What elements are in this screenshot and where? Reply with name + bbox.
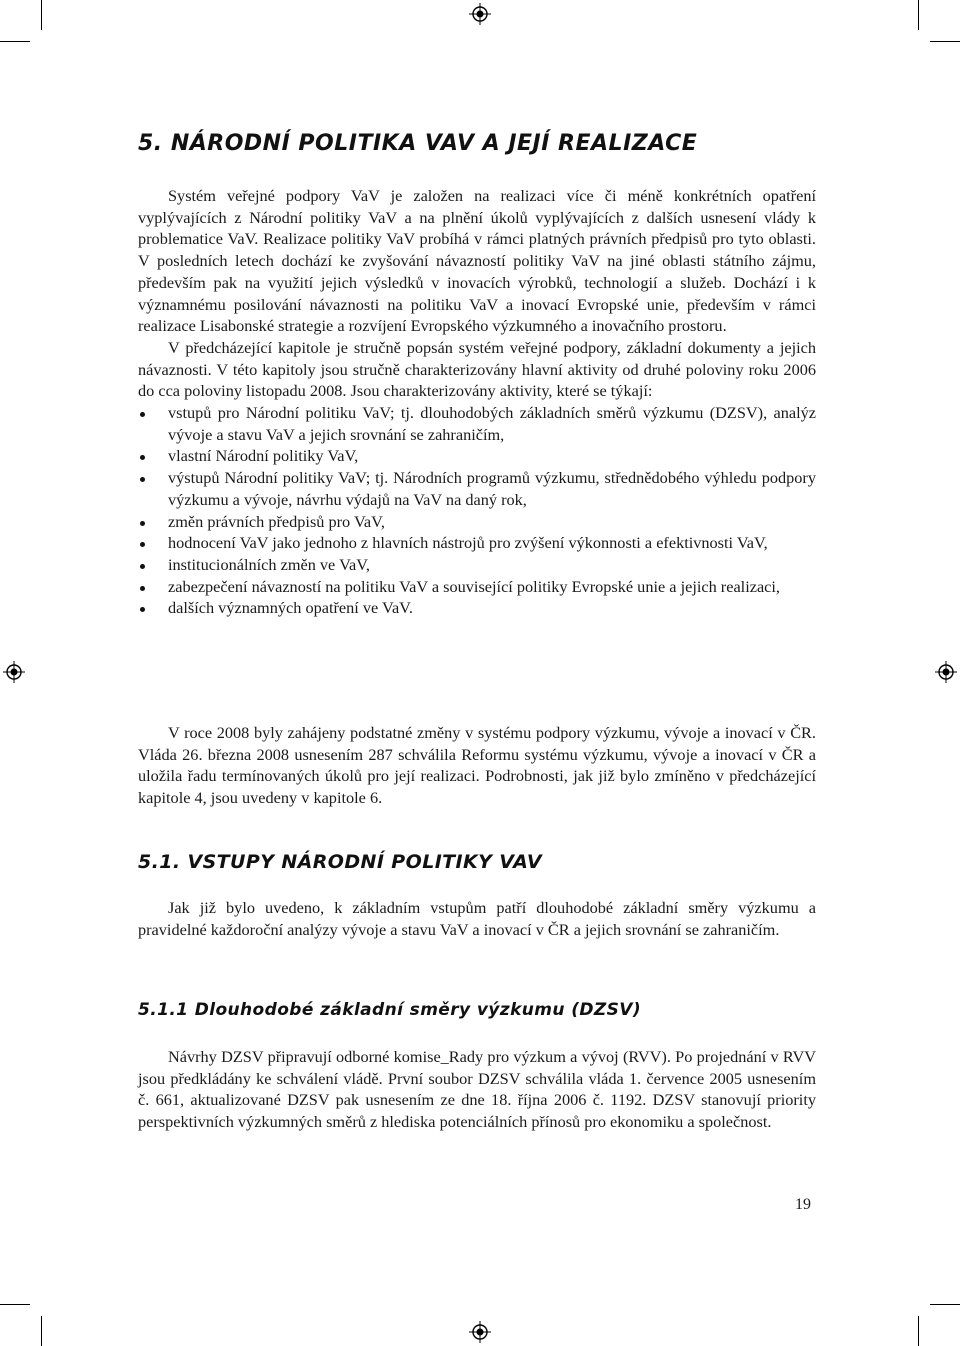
section-5-1-text: Jak již bylo uvedeno, k základním vstupům patří dlouhodobé základní směry výzkumu a pravidelné každoroční analýzy vývoje a stavu VaV a inovací v ČR a jejich srovnání se zahraničím. bbox=[138, 898, 816, 939]
list-item: výstupů Národní politiky VaV; tj. Národních programů výzkumu, střednědobého výhledu podpory výzkumu a vývoje, návrhu výdajů na VaV na daný rok, bbox=[138, 467, 816, 510]
crop-mark-bottom-left-h bbox=[0, 1304, 30, 1305]
crop-mark-bottom-right-h bbox=[930, 1304, 960, 1305]
section-5-1-1-text: Návrhy DZSV připravují odborné komise_Rady pro výzkum a vývoj (RVV). Po projednání v RVV jsou předkládány ke schválení vládě. První soubor DZSV schválila vláda 1. července 2005 usnesením č. 661, aktualizované DZSV pak usnesením ze dne 18. října 2006 č. 1192. DZSV stanovují priority perspektivních výzkumných směrů z hlediska potenciálních přínosů pro ekonomiku a společnost. bbox=[138, 1047, 816, 1132]
crop-mark-bottom-left-v bbox=[41, 1316, 42, 1346]
registration-mark-icon bbox=[469, 1321, 491, 1343]
bullet-icon bbox=[140, 412, 145, 417]
chapter-title: 5. NÁRODNÍ POLITIKA VAV A JEJÍ REALIZACE bbox=[138, 131, 698, 156]
bullet-icon bbox=[140, 477, 145, 482]
registration-mark-icon bbox=[935, 661, 957, 683]
list-item: vstupů pro Národní politiku VaV; tj. dlouhodobých základních směrů výzkumu (DZSV), analýz vývoje a stavu VaV a jejich srovnání se zahraničím, bbox=[138, 402, 816, 445]
page-number: 19 bbox=[795, 1196, 811, 1213]
section-5-1-1-block bbox=[138, 1046, 816, 1133]
registration-mark-icon bbox=[3, 661, 25, 683]
intro-block bbox=[138, 185, 816, 619]
section-heading-5-1-1: 5.1.1 Dlouhodobé základní směry výzkumu (DZSV) bbox=[138, 1000, 641, 1020]
bullet-icon bbox=[140, 607, 145, 612]
intro-paragraph: Systém veřejné podpory VaV je založen na realizaci více či méně konkrétních opatření vyplývajících z Národní politiky VaV a na plnění úkolů vyplývajících z dalších usnesení vlády k problematice VaV. Realizace politiky VaV probíhá v rámci platných právních předpisů pro tyto oblasti. V posledních letech dochází ke zvyšování návazností politiky VaV na jiné oblasti státního zájmu, především pak na využití jejich výsledků v inovacích výrobků, technologií a služeb. Dochází i k významnému posilování návaznosti na politiku VaV a inovací Evropské unie, především v rámci realizace Lisabonské strategie a rozvíjení Evropského výzkumného a inovačního prostoru. bbox=[138, 186, 816, 336]
reform-paragraph-block bbox=[138, 722, 816, 809]
activity-list bbox=[138, 402, 816, 619]
section-5-1-block bbox=[138, 897, 816, 940]
list-item: dalších významných opatření ve VaV. bbox=[138, 597, 816, 619]
crop-mark-top-left-v bbox=[41, 0, 42, 30]
bullet-icon bbox=[140, 455, 145, 460]
crop-mark-top-right-h bbox=[930, 41, 960, 42]
section-heading-5-1: 5.1. VSTUPY NÁRODNÍ POLITIKY VAV bbox=[138, 851, 543, 873]
list-item: zabezpečení návazností na politiku VaV a související politiky Evropské unie a jejich realizaci, bbox=[138, 576, 816, 598]
bullet-icon bbox=[140, 521, 145, 526]
crop-mark-top-left-h bbox=[0, 41, 30, 42]
crop-mark-top-right-v bbox=[918, 0, 919, 30]
bullet-icon bbox=[140, 586, 145, 591]
crop-mark-bottom-right-v bbox=[918, 1316, 919, 1346]
reform-paragraph: V roce 2008 byly zahájeny podstatné změny v systému podpory výzkumu, vývoje a inovací v ČR. Vláda 26. března 2008 usnesením 287 schválila Reformu systému výzkumu, vývoje a inovací v ČR a uložila řadu termínovaných úkolů pro její realizaci. Podrobnosti, jak již bylo zmíněno v předcházející kapitole 4, jsou uvedeny v kapitole 6. bbox=[138, 723, 816, 808]
list-item: změn právních předpisů pro VaV, bbox=[138, 511, 816, 533]
registration-mark-icon bbox=[469, 3, 491, 25]
bullet-icon bbox=[140, 542, 145, 547]
bullet-icon bbox=[140, 564, 145, 569]
list-item: hodnocení VaV jako jednoho z hlavních nástrojů pro zvýšení výkonnosti a efektivnosti VaV, bbox=[138, 532, 816, 554]
list-item: vlastní Národní politiky VaV, bbox=[138, 445, 816, 467]
intro-paragraph: V předcházející kapitole je stručně popsán systém veřejné podpory, základní dokumenty a jejich návaznosti. V této kapitoly jsou stručně charakterizovány hlavní aktivity od druhé poloviny roku 2006 do cca poloviny listopadu 2008. Jsou charakterizovány aktivity, které se týkají: bbox=[138, 337, 816, 401]
list-item: institucionálních změn ve VaV, bbox=[138, 554, 816, 576]
